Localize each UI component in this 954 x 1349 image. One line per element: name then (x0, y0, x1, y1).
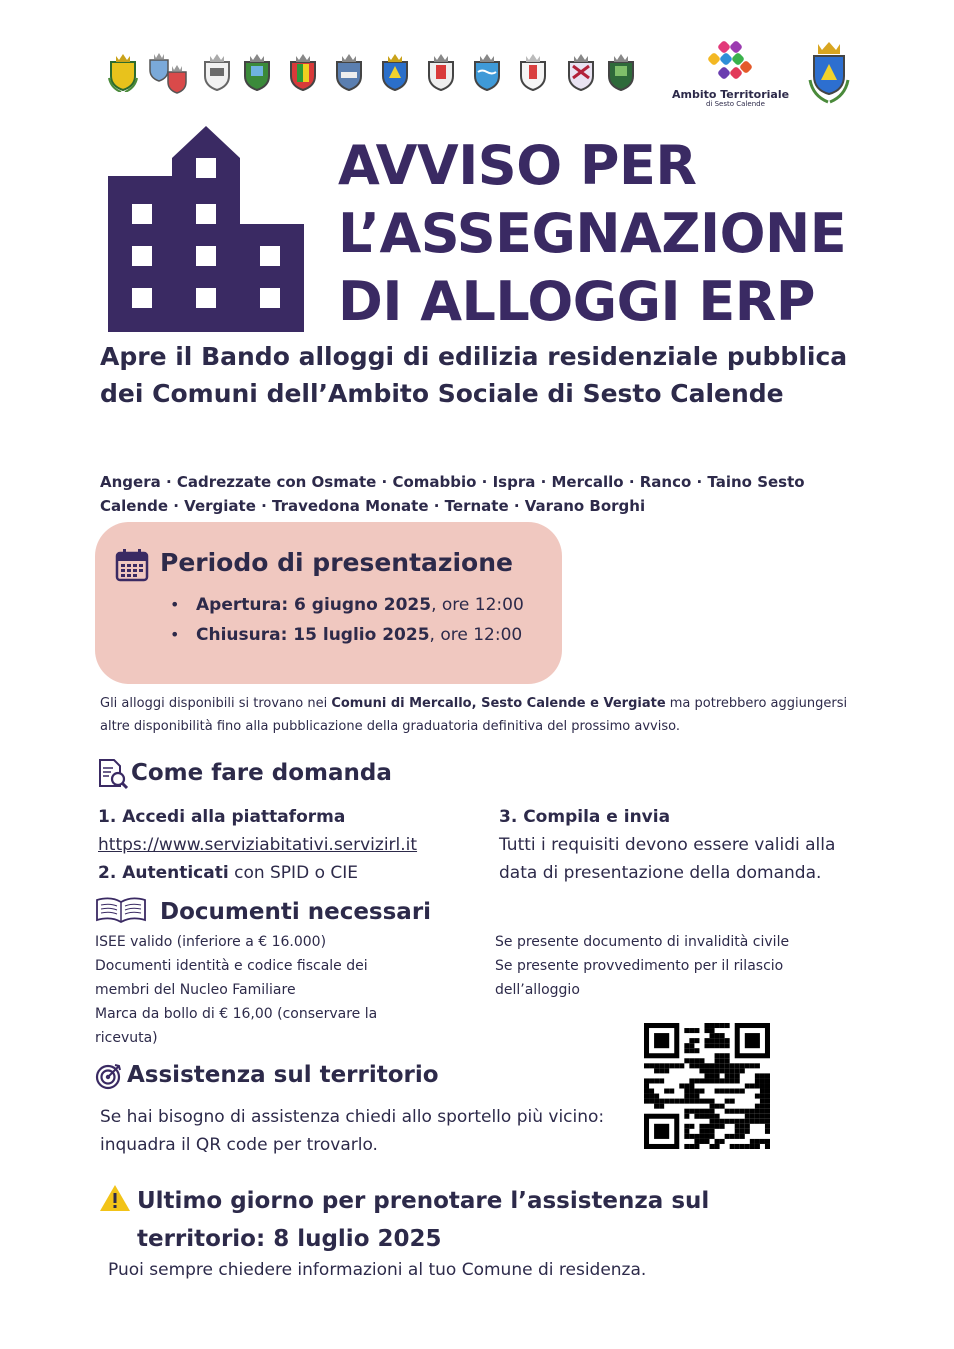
title-line-3: DI ALLOGGI ERP (338, 270, 815, 333)
ambito-logo-title: Ambito Territoriale (672, 88, 790, 101)
ambito-logo-subtitle: di Sesto Calende (706, 100, 765, 108)
building-icon (108, 126, 304, 332)
final-note: Puoi sempre chiedere informazioni al tuo Comune di residenza. (108, 1260, 647, 1280)
crest-icon (606, 48, 636, 92)
steps-left (98, 803, 478, 887)
documenti-right-list (495, 930, 825, 1002)
qr-code-icon (644, 1023, 770, 1149)
crest-icon (380, 48, 410, 92)
assistenza-text: Se hai bisogno di assistenza chiedi allo sportello più vicino: inquadra il QR code per trovarlo. (100, 1107, 605, 1155)
step3-text: Tutti i requisiti devono essere validi alla data di presentazione della domanda. (499, 835, 836, 883)
document-item: Se presente documento di invalidità civile (495, 934, 790, 950)
crest-icon (518, 48, 548, 92)
crest-icon (426, 48, 456, 92)
open-book-icon (95, 896, 147, 924)
step2-title: 2. Autenticati (98, 863, 229, 883)
crest-icon (472, 48, 502, 92)
page-title (338, 132, 898, 336)
crest-icon (166, 62, 188, 94)
sesto-calende-crest-icon (806, 40, 852, 104)
apertura-time: , ore 12:00 (431, 595, 524, 615)
comuni-list: Angera · Cadrezzate con Osmate · Comabbio · Ispra · Mercallo · Ranco · Taino Sesto Calende · Vergiate · Travedona Monate · Ternate · Varano Borghi (100, 473, 805, 515)
note-text-2: ma potrebbero aggiungersi altre disponibilità fino alla pubblicazione della graduatoria definitiva del prossimo avviso. (100, 696, 848, 734)
step3-title: 3. Compila e invia (499, 807, 671, 827)
warning-icon (99, 1184, 131, 1212)
availability-note (100, 692, 860, 738)
period-chiusura: • Chiusura: 15 luglio 2025, ore 12:00 (170, 625, 523, 645)
crest-icon (202, 48, 232, 92)
document-search-icon (97, 758, 129, 790)
chiusura-date: Chiusura: 15 luglio 2025 (196, 625, 430, 645)
documenti-left-list (95, 930, 425, 1050)
crest-icon (566, 48, 596, 92)
crest-icon (334, 48, 364, 92)
document-item: Marca da bollo di € 16,00 (conservare la ricevuta) (95, 1006, 378, 1046)
crest-icon (242, 48, 272, 92)
ultimo-giorno-text: Ultimo giorno per prenotare l’assistenza sul territorio: 8 luglio 2025 (137, 1188, 710, 1252)
domanda-heading: Come fare domanda (131, 760, 392, 786)
step2-text: con SPID o CIE (228, 863, 358, 883)
period-heading: Periodo di presentazione (160, 548, 513, 577)
period-list (170, 590, 524, 650)
apertura-date: Apertura: 6 giugno 2025 (196, 595, 432, 615)
platform-link[interactable]: https://www.serviziabitativi.servizirl.it (98, 835, 418, 855)
calendar-icon (115, 548, 149, 582)
document-item: Documenti identità e codice fiscale dei membri del Nucleo Familiare (95, 958, 368, 998)
period-apertura: • Apertura: 6 giugno 2025, ore 12:00 (170, 595, 524, 615)
note-bold: Comuni di Mercallo, Sesto Calende e Vergiate (331, 696, 666, 711)
documenti-heading: Documenti necessari (160, 899, 432, 925)
note-text-1: Gli alloggi disponibili si trovano nei (100, 696, 332, 711)
document-item: ISEE valido (inferiore a € 16.000) (95, 934, 327, 950)
crest-icon (288, 48, 318, 92)
document-item: Se presente provvedimento per il rilascio dell’alloggio (495, 958, 784, 998)
chiusura-time: , ore 12:00 (429, 625, 523, 645)
title-line-2: L’ASSEGNAZIONE (338, 202, 847, 265)
steps-right (499, 803, 869, 887)
title-line-1: AVVISO PER (338, 134, 697, 197)
crest-icon (108, 48, 138, 92)
qr-code[interactable] (644, 1023, 770, 1149)
target-icon (95, 1062, 123, 1090)
subtitle: Apre il Bando alloggi di edilizia residenziale pubblica dei Comuni dell’Ambito Sociale di Sesto Calende (100, 342, 848, 408)
step1-title: 1. Accedi alla piattaforma (98, 807, 346, 827)
ambito-logo-icon (705, 40, 753, 86)
assistenza-heading: Assistenza sul territorio (127, 1062, 439, 1088)
